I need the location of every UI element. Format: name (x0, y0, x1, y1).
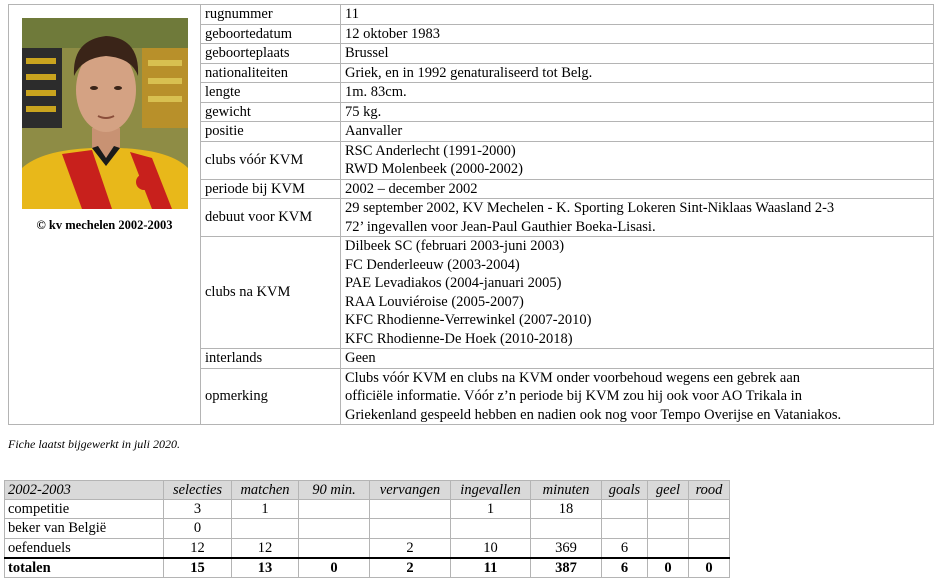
stats-header: vervangen (370, 481, 451, 500)
stats-cell (232, 519, 299, 538)
stats-cell (451, 519, 531, 538)
value-geboortedatum: 12 oktober 1983 (341, 24, 934, 44)
stats-cell: 12 (164, 538, 232, 558)
stats-row (5, 519, 730, 538)
stats-cell: 10 (451, 538, 531, 558)
stats-header-row (5, 481, 730, 500)
remark-line: Griekenland gespeeld hebben en nadien ook nog voor Tempo Overijse en Vataniakos. (345, 406, 842, 423)
stats-cell (602, 500, 648, 519)
stats-cell: oefenduels (5, 538, 164, 558)
club-line: RSC Anderlecht (1991-2000) (345, 142, 516, 159)
stats-cell: 0 (164, 519, 232, 538)
label-lengte: lengte (201, 83, 341, 103)
debut-line: 29 september 2002, KV Mechelen - K. Sporting Lokeren Sint-Niklaas Waasland 2-3 (345, 200, 835, 216)
stats-cell (689, 538, 730, 558)
value-geboorteplaats: Brussel (341, 44, 934, 64)
label-gewicht: gewicht (201, 102, 341, 122)
label-interlands: interlands (201, 349, 341, 369)
stats-cell (299, 500, 370, 519)
label-nationaliteiten: nationaliteiten (201, 63, 341, 83)
value-positie: Aanvaller (341, 122, 934, 142)
stats-total-cell: 11 (451, 558, 531, 578)
stats-cell: 18 (531, 500, 602, 519)
stats-header: rood (689, 481, 730, 500)
stats-cell (648, 519, 689, 538)
value-nationaliteiten: Griek, en in 1992 genaturaliseerd tot Belg. (341, 63, 934, 83)
player-profile-table (8, 4, 934, 425)
stats-cell: 2 (370, 538, 451, 558)
club-line: KFC Rhodienne-De Hoek (2010-2018) (345, 330, 573, 347)
stats-cell (648, 500, 689, 519)
stats-cell: competitie (5, 500, 164, 519)
value-clubs-after (341, 237, 934, 349)
stats-cell: 369 (531, 538, 602, 558)
stats-header: selecties (164, 481, 232, 500)
season-stats-table (4, 480, 730, 578)
label-rugnummer: rugnummer (201, 5, 341, 25)
label-positie: positie (201, 122, 341, 142)
stats-total-cell: 13 (232, 558, 299, 578)
club-line: RAA Louviéroise (2005-2007) (345, 293, 524, 310)
stats-cell (648, 538, 689, 558)
label-period: periode bij KVM (201, 179, 341, 199)
profile-row (9, 5, 934, 25)
club-line: PAE Levadiakos (2004-januari 2005) (345, 275, 562, 291)
label-remark: opmerking (201, 368, 341, 425)
stats-header: geel (648, 481, 689, 500)
stats-cell: 6 (602, 538, 648, 558)
label-clubs-before: clubs vóór KVM (201, 141, 341, 179)
value-period: 2002 – december 2002 (341, 179, 934, 199)
value-interlands: Geen (341, 349, 934, 369)
remark-line: Clubs vóór KVM en clubs na KVM onder voorbehoud wegens een gebrek aan (345, 369, 801, 386)
photo-caption: © kv mechelen 2002-2003 (36, 218, 173, 232)
club-line: Dilbeek SC (februari 2003-juni 2003) (345, 238, 565, 254)
club-line: RWD Molenbeek (2000-2002) (345, 161, 523, 177)
label-clubs-after: clubs na KVM (201, 237, 341, 349)
stats-cell (602, 519, 648, 538)
photo-cell (9, 5, 201, 425)
debut-line: 72’ ingevallen voor Jean-Paul Gauthier Boeka-Lisasi. (345, 218, 656, 235)
value-rugnummer: 11 (341, 5, 934, 25)
stats-header: goals (602, 481, 648, 500)
stats-header: 90 min. (299, 481, 370, 500)
stats-cell (531, 519, 602, 538)
club-line: KFC Rhodienne-Verrewinkel (2007-2010) (345, 312, 592, 328)
value-lengte: 1m. 83cm. (341, 83, 934, 103)
stats-cell (370, 519, 451, 538)
value-gewicht: 75 kg. (341, 102, 934, 122)
stats-cell: 3 (164, 500, 232, 519)
stats-cell: 1 (232, 500, 299, 519)
stats-cell (689, 500, 730, 519)
stats-total-cell: 0 (689, 558, 730, 578)
stats-header: minuten (531, 481, 602, 500)
value-debut (341, 199, 934, 237)
stats-total-cell: 15 (164, 558, 232, 578)
label-geboorteplaats: geboorteplaats (201, 44, 341, 64)
stats-cell: 1 (451, 500, 531, 519)
stats-cell: 12 (232, 538, 299, 558)
club-line: FC Denderleeuw (2003-2004) (345, 256, 520, 273)
stats-total-row (5, 558, 730, 578)
stats-total-cell: 0 (648, 558, 689, 578)
label-debut: debuut voor KVM (201, 199, 341, 237)
label-geboortedatum: geboortedatum (201, 24, 341, 44)
remark-line: officiële informatie. Vóór z’n periode bij KVM zou hij ook voor AO Trikala in (345, 388, 802, 404)
value-clubs-before (341, 141, 934, 179)
stats-total-cell: 0 (299, 558, 370, 578)
stats-total-cell: 6 (602, 558, 648, 578)
value-remark (341, 368, 934, 425)
stats-total-cell: 2 (370, 558, 451, 578)
stats-header: ingevallen (451, 481, 531, 500)
stats-cell (299, 519, 370, 538)
stats-total-cell: 387 (531, 558, 602, 578)
stats-cell (689, 519, 730, 538)
stats-header-season: 2002-2003 (5, 481, 164, 500)
last-updated-note: Fiche laatst bijgewerkt in juli 2020. (8, 437, 180, 451)
stats-cell (370, 500, 451, 519)
player-photo (22, 18, 188, 209)
stats-cell (299, 538, 370, 558)
stats-header: matchen (232, 481, 299, 500)
stats-total-cell: totalen (5, 558, 164, 578)
stats-row (5, 538, 730, 558)
stats-cell: beker van België (5, 519, 164, 538)
stats-row (5, 500, 730, 519)
